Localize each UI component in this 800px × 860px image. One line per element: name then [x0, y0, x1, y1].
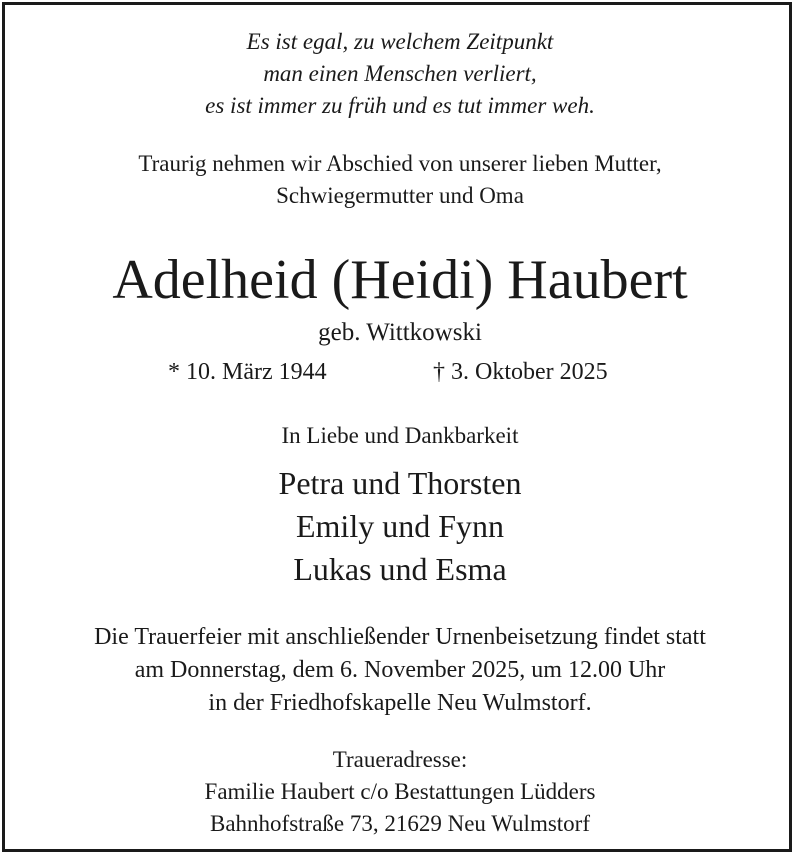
death-date: † 3. Oktober 2025: [433, 359, 608, 385]
intro-line-1: Traurig nehmen wir Abschied von unserer lieben Mutter,: [138, 151, 662, 176]
motto-line-2: man einen Menschen verliert,: [263, 61, 537, 86]
motto-line-1: Es ist egal, zu welchem Zeitpunkt: [246, 29, 554, 54]
address-label: Traueradresse:: [332, 747, 468, 772]
service-line-2: am Donnerstag, dem 6. November 2025, um 12.00 Uhr: [134, 657, 666, 683]
mourner-name: Petra und Thorsten: [278, 465, 522, 501]
mourner-name: Emily und Fynn: [295, 508, 504, 544]
motto-line-3: es ist immer zu früh und es tut immer weh.: [205, 93, 595, 118]
birth-date: * 10. März 1944: [168, 359, 327, 385]
address-line-2: Bahnhofstraße 73, 21629 Neu Wulmstorf: [209, 811, 590, 836]
deceased-name: Adelheid (Heidi) Haubert: [112, 249, 688, 311]
address-line-1: Familie Haubert c/o Bestattungen Lüdders: [204, 779, 596, 804]
service-line-1: Die Trauerfeier mit anschließender Urnenbeisetzung findet statt: [94, 624, 706, 650]
intro-line-2: Schwiegermutter und Oma: [276, 183, 524, 208]
mourner-name: Lukas und Esma: [293, 551, 507, 587]
mourners-intro: In Liebe und Dankbarkeit: [281, 423, 519, 448]
maiden-name: geb. Wittkowski: [318, 319, 482, 346]
service-line-3: in der Friedhofskapelle Neu Wulmstorf.: [208, 690, 592, 716]
